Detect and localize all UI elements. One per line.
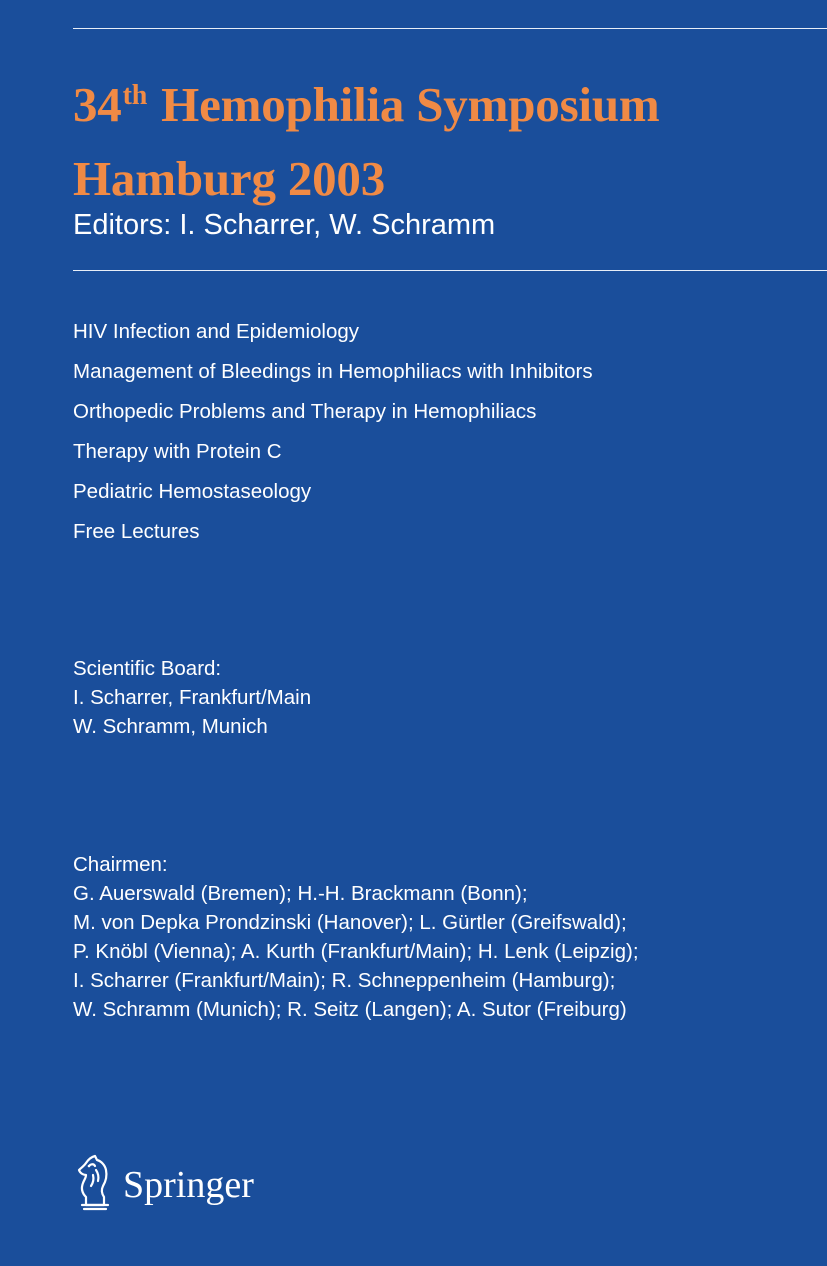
chairmen-heading: Chairmen: <box>73 853 168 876</box>
topic-item: HIV Infection and Epidemiology <box>73 320 360 343</box>
title-number: 34 <box>73 77 122 132</box>
title-line-1 <box>73 72 660 146</box>
chairmen-line: G. Auerswald (Bremen); H.-H. Brackmann (Bonn); <box>73 882 528 905</box>
title-line-2: Hamburg 2003 <box>73 151 386 206</box>
top-divider <box>73 28 827 29</box>
board-member: I. Scharrer, Frankfurt/Main <box>73 686 312 709</box>
scientific-board-heading: Scientific Board: <box>73 657 222 680</box>
chairmen-line: M. von Depka Prondzinski (Hanover); L. Gürtler (Greifswald); <box>73 911 627 934</box>
topic-item: Therapy with Protein C <box>73 440 282 463</box>
chairmen-line: I. Scharrer (Frankfurt/Main); R. Schneppenheim (Hamburg); <box>73 969 616 992</box>
book-title <box>73 72 660 212</box>
topic-item: Free Lectures <box>73 520 200 543</box>
topics-list <box>73 312 593 552</box>
title-ordinal-suffix: th <box>122 80 148 111</box>
middle-divider <box>73 270 827 271</box>
topic-item: Management of Bleedings in Hemophiliacs with Inhibitors <box>73 360 593 383</box>
publisher-logo <box>72 1150 254 1214</box>
chairmen-line: P. Knöbl (Vienna); A. Kurth (Frankfurt/Main); H. Lenk (Leipzig); <box>73 940 639 963</box>
chairmen <box>73 850 639 1024</box>
springer-horse-logo-icon <box>72 1153 116 1211</box>
scientific-board <box>73 654 311 741</box>
publisher-name: Springer <box>123 1164 254 1206</box>
topic-item: Pediatric Hemostaseology <box>73 480 312 503</box>
topic-item: Orthopedic Problems and Therapy in Hemophiliacs <box>73 400 537 423</box>
board-member: W. Schramm, Munich <box>73 715 268 738</box>
chairmen-line: W. Schramm (Munich); R. Seitz (Langen); A. Sutor (Freiburg) <box>73 998 627 1021</box>
editors-line: Editors: I. Scharrer, W. Schramm <box>73 209 496 241</box>
title-line-1-text: Hemophilia Symposium <box>161 77 660 132</box>
